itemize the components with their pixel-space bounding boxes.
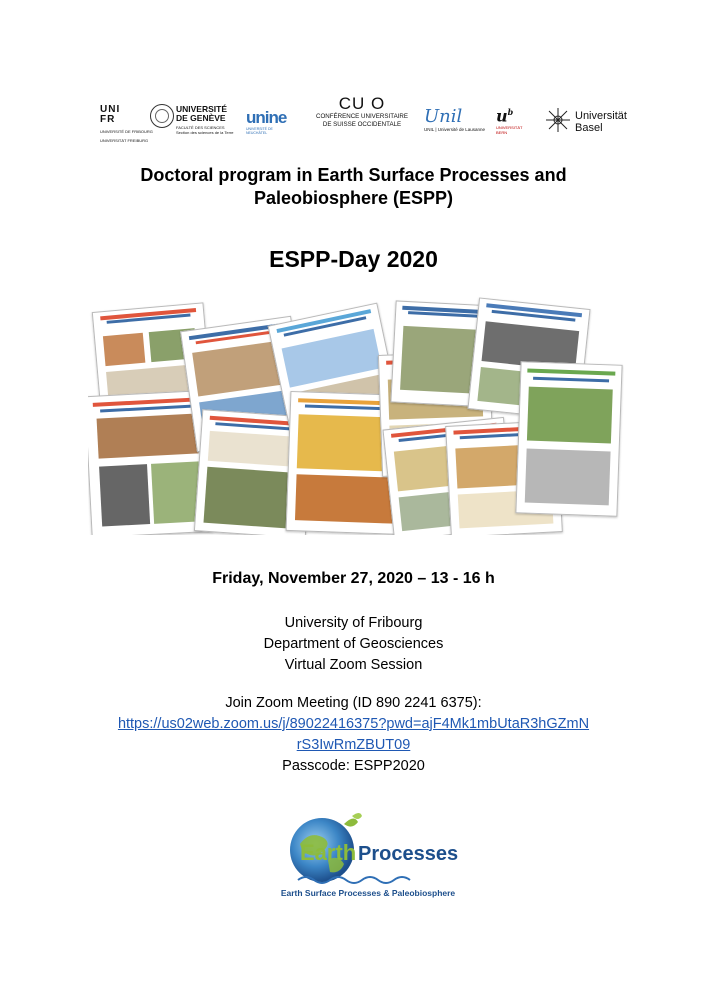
- unibe-logo: [496, 103, 540, 143]
- zoom-passcode: Passcode: ESPP2020: [282, 758, 425, 774]
- unibas-logo: [545, 107, 645, 137]
- program-title-line1: Doctoral program in Earth Surface Processes and: [140, 165, 567, 185]
- unifr-logo: [100, 104, 153, 143]
- event-date: Friday, November 27, 2020 – 13 - 16 h: [212, 570, 495, 587]
- unige-logo: [150, 104, 242, 138]
- venue-line1: University of Fribourg: [284, 615, 423, 631]
- event-title: ESPP-Day 2020: [269, 246, 438, 272]
- poster-collage-image: [88, 293, 624, 535]
- processes-logo-word: Processes: [358, 843, 458, 865]
- earth-logo-word: Earth: [300, 840, 357, 865]
- unifr-logo-sub2: UNIVERSITÄT FREIBURG: [100, 138, 149, 143]
- venue-line2: Department of Geosciences: [263, 636, 444, 652]
- unil-logo: [424, 107, 496, 141]
- unibe-logo-sub2: BERN: [496, 130, 508, 136]
- earth-processes-logo: [278, 808, 458, 900]
- cuso-logo-line2: DE SUISSE OCCIDENTALE: [322, 121, 402, 128]
- venue-line3: Virtual Zoom Session: [284, 657, 423, 673]
- logo-row: [0, 95, 707, 155]
- unifr-logo-line1: UNI: [100, 104, 121, 115]
- program-title-line2: Paleobiosphere (ESPP): [253, 188, 454, 208]
- cuso-logo: [300, 95, 424, 147]
- unibe-logo-word: u: [496, 106, 508, 126]
- cuso-logo-mark: CU O: [338, 94, 386, 113]
- unine-logo-word: unine: [246, 108, 287, 127]
- unibe-logo-sup: b: [507, 107, 514, 117]
- unige-logo-line1: UNIVERSITÉ: [176, 104, 228, 114]
- zoom-label: Join Zoom Meeting (ID 890 2241 6375):: [225, 695, 482, 711]
- logo-tagline: Earth Surface Processes & Paleobiosphere: [280, 888, 456, 898]
- unine-logo-sub2: NEUCHÂTEL: [246, 131, 268, 135]
- unil-logo-sub: UNIL | Université de Lausanne: [424, 127, 486, 132]
- leaf-icon: [344, 818, 358, 826]
- unine-logo: [246, 109, 294, 141]
- unine-logo-sub1: UNIVERSITÉ DE: [246, 127, 273, 131]
- poster-thumbnail: [515, 361, 622, 516]
- program-title: [0, 164, 707, 210]
- unibe-logo-sub1: UNIVERSITÄT: [496, 125, 523, 131]
- zoom-link-line1[interactable]: https://us02web.zoom.us/j/89022416375?pwd=ajF4Mk1mbUtaR3hGZmN: [117, 716, 590, 732]
- venue-block: [0, 613, 707, 676]
- unifr-logo-sub1: UNIVERSITÉ DE FRIBOURG: [100, 129, 153, 134]
- cuso-logo-line1: CONFÉRENCE UNIVERSITAIRE: [315, 113, 409, 120]
- basel-star-icon: [545, 107, 571, 133]
- unige-logo-line2: DE GENÈVE: [176, 113, 226, 123]
- unige-seal-icon: [150, 104, 174, 128]
- unige-logo-sub1: FACULTÉ DES SCIENCES: [176, 125, 225, 130]
- zoom-link-line2[interactable]: rS3IwRmZBUT09: [296, 737, 411, 753]
- unige-logo-sub2: Section des sciences de la Terre: [176, 130, 234, 135]
- unifr-logo-line2: FR: [100, 114, 116, 125]
- unibas-logo-line1: Universität: [575, 110, 627, 122]
- unibas-logo-line2: Basel: [575, 122, 603, 134]
- unil-logo-word: Unil: [424, 106, 463, 127]
- zoom-block: [0, 693, 707, 777]
